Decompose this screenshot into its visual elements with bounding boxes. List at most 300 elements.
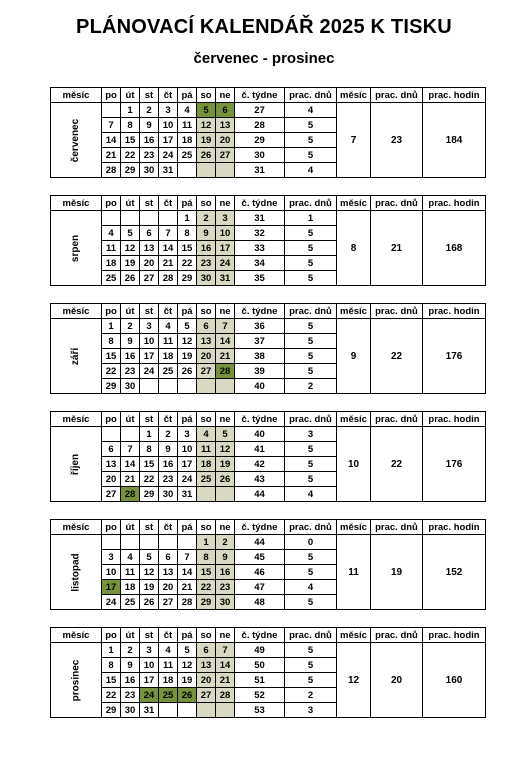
week-work-days-cell: 5 — [285, 118, 337, 133]
header-day-so: so — [197, 412, 216, 427]
week-number-cell: 44 — [235, 487, 285, 502]
header-row — [51, 412, 486, 427]
week-number-cell: 41 — [235, 442, 285, 457]
week-work-days-cell: 1 — [285, 211, 337, 226]
day-cell: 5 — [197, 103, 216, 118]
header-month: měsíc — [51, 304, 102, 319]
month-name-cell — [51, 211, 102, 286]
day-cell — [178, 703, 197, 718]
day-cell: 22 — [197, 580, 216, 595]
day-cell: 23 — [159, 472, 178, 487]
week-number-cell: 37 — [235, 334, 285, 349]
day-cell: 27 — [102, 487, 121, 502]
month-table-4 — [50, 519, 486, 610]
day-cell: 17 — [140, 673, 159, 688]
day-cell: 29 — [121, 163, 140, 178]
month-table-1 — [50, 195, 486, 286]
header-day-ne: ne — [216, 88, 235, 103]
header-day-st: st — [140, 304, 159, 319]
week-work-days-cell: 5 — [285, 271, 337, 286]
day-cell: 7 — [121, 442, 140, 457]
day-cell — [140, 535, 159, 550]
week-work-days-cell: 5 — [285, 565, 337, 580]
day-cell: 21 — [178, 580, 197, 595]
day-cell: 5 — [216, 427, 235, 442]
day-cell — [197, 379, 216, 394]
day-cell: 7 — [216, 319, 235, 334]
day-cell: 28 — [102, 163, 121, 178]
header-month-work-days: prac. dnů — [371, 196, 423, 211]
week-number-cell: 39 — [235, 364, 285, 379]
month-name: září — [70, 347, 82, 365]
day-cell: 17 — [140, 349, 159, 364]
day-cell: 2 — [121, 643, 140, 658]
week-work-days-cell: 4 — [285, 163, 337, 178]
day-cell: 8 — [197, 550, 216, 565]
week-number-cell: 36 — [235, 319, 285, 334]
day-cell: 17 — [216, 241, 235, 256]
week-work-days-cell: 5 — [285, 364, 337, 379]
day-cell — [121, 427, 140, 442]
day-cell: 30 — [121, 379, 140, 394]
header-month-number: měsíc — [337, 88, 371, 103]
day-cell: 1 — [102, 319, 121, 334]
month-work-days-cell: 22 — [371, 319, 423, 394]
day-cell: 26 — [178, 364, 197, 379]
day-cell: 1 — [197, 535, 216, 550]
day-cell: 31 — [216, 271, 235, 286]
day-cell: 21 — [216, 349, 235, 364]
week-number-cell: 45 — [235, 550, 285, 565]
day-cell — [178, 379, 197, 394]
day-cell: 11 — [121, 565, 140, 580]
month-work-days-cell: 19 — [371, 535, 423, 610]
day-cell: 8 — [178, 226, 197, 241]
month-number-cell: 7 — [337, 103, 371, 178]
header-day-ne: ne — [216, 628, 235, 643]
day-cell: 27 — [159, 595, 178, 610]
week-number-cell: 38 — [235, 349, 285, 364]
day-cell: 16 — [159, 457, 178, 472]
day-cell — [216, 379, 235, 394]
day-cell: 12 — [140, 565, 159, 580]
week-number-cell: 51 — [235, 673, 285, 688]
day-cell: 2 — [197, 211, 216, 226]
week-work-days-cell: 2 — [285, 688, 337, 703]
day-cell: 19 — [140, 580, 159, 595]
day-cell: 2 — [216, 535, 235, 550]
month-name: srpen — [70, 234, 82, 262]
page-title: PLÁNOVACÍ KALENDÁŘ 2025 K TISKU — [76, 16, 452, 38]
week-row — [51, 319, 486, 334]
week-work-days-cell: 5 — [285, 241, 337, 256]
month-work-hours-cell: 160 — [423, 643, 486, 718]
week-number-cell: 31 — [235, 211, 285, 226]
day-cell: 10 — [178, 442, 197, 457]
header-day-po: po — [102, 412, 121, 427]
header-month-number: měsíc — [337, 412, 371, 427]
day-cell — [102, 427, 121, 442]
day-cell: 3 — [159, 103, 178, 118]
day-cell: 20 — [197, 349, 216, 364]
day-cell: 14 — [121, 457, 140, 472]
day-cell: 25 — [197, 472, 216, 487]
day-cell: 8 — [102, 658, 121, 673]
header-work-days: prac. dnů — [285, 412, 337, 427]
day-cell: 23 — [121, 688, 140, 703]
day-cell — [178, 535, 197, 550]
day-cell: 1 — [140, 427, 159, 442]
header-month-work-days: prac. dnů — [371, 88, 423, 103]
day-cell: 6 — [102, 442, 121, 457]
header-month-work-hours: prac. hodin — [423, 88, 486, 103]
week-number-cell: 46 — [235, 565, 285, 580]
day-cell: 31 — [178, 487, 197, 502]
week-work-days-cell: 5 — [285, 472, 337, 487]
day-cell: 18 — [159, 349, 178, 364]
week-number-cell: 52 — [235, 688, 285, 703]
day-cell: 18 — [102, 256, 121, 271]
day-cell: 23 — [121, 364, 140, 379]
header-work-days: prac. dnů — [285, 628, 337, 643]
header-month-work-hours: prac. hodin — [423, 412, 486, 427]
week-work-days-cell: 5 — [285, 643, 337, 658]
day-cell: 20 — [140, 256, 159, 271]
week-number-cell: 32 — [235, 226, 285, 241]
day-cell: 10 — [140, 334, 159, 349]
day-cell: 11 — [102, 241, 121, 256]
header-day-út: út — [121, 520, 140, 535]
header-month-work-days: prac. dnů — [371, 520, 423, 535]
day-cell — [159, 379, 178, 394]
day-cell: 21 — [216, 673, 235, 688]
month-work-hours-cell: 152 — [423, 535, 486, 610]
day-cell: 9 — [159, 442, 178, 457]
day-cell: 11 — [197, 442, 216, 457]
day-cell: 18 — [197, 457, 216, 472]
week-number-cell: 47 — [235, 580, 285, 595]
month-name-cell — [51, 643, 102, 718]
header-week-number: č. týdne — [235, 196, 285, 211]
day-cell: 18 — [121, 580, 140, 595]
header-day-po: po — [102, 520, 121, 535]
day-cell: 19 — [197, 133, 216, 148]
day-cell — [178, 163, 197, 178]
day-cell: 15 — [197, 565, 216, 580]
day-cell — [159, 535, 178, 550]
day-cell: 7 — [159, 226, 178, 241]
day-cell — [159, 211, 178, 226]
day-cell: 13 — [140, 241, 159, 256]
header-row — [51, 628, 486, 643]
day-cell: 7 — [102, 118, 121, 133]
month-table-2 — [50, 303, 486, 394]
day-cell: 14 — [216, 334, 235, 349]
day-cell: 28 — [178, 595, 197, 610]
week-number-cell: 43 — [235, 472, 285, 487]
day-cell: 8 — [140, 442, 159, 457]
month-name: červenec — [70, 118, 82, 162]
header-day-čt: čt — [159, 628, 178, 643]
day-cell: 9 — [121, 658, 140, 673]
header-work-days: prac. dnů — [285, 520, 337, 535]
day-cell: 10 — [102, 565, 121, 580]
day-cell: 26 — [178, 688, 197, 703]
week-work-days-cell: 4 — [285, 103, 337, 118]
day-cell: 27 — [197, 364, 216, 379]
day-cell: 28 — [159, 271, 178, 286]
day-cell: 11 — [178, 118, 197, 133]
header-week-number: č. týdne — [235, 304, 285, 319]
header-work-days: prac. dnů — [285, 88, 337, 103]
header-day-út: út — [121, 412, 140, 427]
day-cell: 18 — [159, 673, 178, 688]
month-number-cell: 11 — [337, 535, 371, 610]
week-work-days-cell: 5 — [285, 349, 337, 364]
header-day-pá: pá — [178, 520, 197, 535]
day-cell: 13 — [197, 334, 216, 349]
month-work-hours-cell: 168 — [423, 211, 486, 286]
header-day-st: st — [140, 628, 159, 643]
week-work-days-cell: 2 — [285, 379, 337, 394]
header-row — [51, 88, 486, 103]
header-week-number: č. týdne — [235, 88, 285, 103]
day-cell: 17 — [159, 133, 178, 148]
day-cell: 29 — [178, 271, 197, 286]
day-cell: 6 — [197, 319, 216, 334]
day-cell — [102, 211, 121, 226]
month-number-cell: 12 — [337, 643, 371, 718]
header-day-st: st — [140, 196, 159, 211]
day-cell: 25 — [102, 271, 121, 286]
header-row — [51, 520, 486, 535]
header-day-po: po — [102, 88, 121, 103]
month-name-cell — [51, 103, 102, 178]
day-cell: 31 — [159, 163, 178, 178]
day-cell: 13 — [102, 457, 121, 472]
day-cell: 25 — [121, 595, 140, 610]
month-name-cell — [51, 535, 102, 610]
header-month-work-hours: prac. hodin — [423, 196, 486, 211]
day-cell: 16 — [216, 565, 235, 580]
day-cell: 9 — [216, 550, 235, 565]
day-cell: 29 — [102, 703, 121, 718]
header-day-so: so — [197, 628, 216, 643]
week-work-days-cell: 4 — [285, 487, 337, 502]
day-cell: 30 — [121, 703, 140, 718]
week-number-cell: 48 — [235, 595, 285, 610]
day-cell: 4 — [159, 319, 178, 334]
week-work-days-cell: 5 — [285, 133, 337, 148]
day-cell: 6 — [159, 550, 178, 565]
day-cell — [197, 163, 216, 178]
day-cell: 11 — [159, 658, 178, 673]
month-work-hours-cell: 176 — [423, 427, 486, 502]
header-month-number: měsíc — [337, 628, 371, 643]
day-cell: 21 — [159, 256, 178, 271]
week-work-days-cell: 5 — [285, 442, 337, 457]
day-cell: 4 — [159, 643, 178, 658]
header-day-pá: pá — [178, 304, 197, 319]
header-day-pá: pá — [178, 88, 197, 103]
header-week-number: č. týdne — [235, 520, 285, 535]
header-day-po: po — [102, 628, 121, 643]
day-cell: 23 — [197, 256, 216, 271]
week-number-cell: 31 — [235, 163, 285, 178]
header-day-so: so — [197, 520, 216, 535]
header-month-work-days: prac. dnů — [371, 304, 423, 319]
week-work-days-cell: 5 — [285, 550, 337, 565]
day-cell: 1 — [121, 103, 140, 118]
header-day-po: po — [102, 304, 121, 319]
day-cell: 2 — [140, 103, 159, 118]
header-day-st: st — [140, 88, 159, 103]
week-work-days-cell: 5 — [285, 256, 337, 271]
month-number-cell: 8 — [337, 211, 371, 286]
week-number-cell: 50 — [235, 658, 285, 673]
week-number-cell: 53 — [235, 703, 285, 718]
day-cell: 27 — [197, 688, 216, 703]
day-cell: 20 — [216, 133, 235, 148]
day-cell: 19 — [216, 457, 235, 472]
day-cell: 30 — [216, 595, 235, 610]
week-work-days-cell: 5 — [285, 148, 337, 163]
header-day-út: út — [121, 628, 140, 643]
day-cell: 7 — [216, 643, 235, 658]
day-cell: 10 — [140, 658, 159, 673]
day-cell: 16 — [121, 673, 140, 688]
day-cell — [216, 703, 235, 718]
day-cell: 8 — [102, 334, 121, 349]
week-work-days-cell: 3 — [285, 427, 337, 442]
week-work-days-cell: 4 — [285, 580, 337, 595]
header-day-ne: ne — [216, 412, 235, 427]
header-month-work-hours: prac. hodin — [423, 628, 486, 643]
header-day-st: st — [140, 520, 159, 535]
week-row — [51, 535, 486, 550]
month-name-cell — [51, 319, 102, 394]
header-day-pá: pá — [178, 628, 197, 643]
header-row — [51, 196, 486, 211]
day-cell: 3 — [216, 211, 235, 226]
week-number-cell: 49 — [235, 643, 285, 658]
header-day-út: út — [121, 88, 140, 103]
week-number-cell: 33 — [235, 241, 285, 256]
day-cell: 19 — [178, 673, 197, 688]
day-cell: 13 — [197, 658, 216, 673]
day-cell: 25 — [159, 688, 178, 703]
day-cell: 5 — [178, 319, 197, 334]
day-cell: 23 — [140, 148, 159, 163]
header-month-work-hours: prac. hodin — [423, 520, 486, 535]
week-work-days-cell: 5 — [285, 319, 337, 334]
header-week-number: č. týdne — [235, 412, 285, 427]
header-day-čt: čt — [159, 88, 178, 103]
week-number-cell: 40 — [235, 427, 285, 442]
day-cell: 4 — [121, 550, 140, 565]
day-cell: 3 — [140, 643, 159, 658]
day-cell — [216, 487, 235, 502]
day-cell: 24 — [216, 256, 235, 271]
month-table-3 — [50, 411, 486, 502]
week-number-cell: 27 — [235, 103, 285, 118]
week-number-cell: 29 — [235, 133, 285, 148]
day-cell: 28 — [216, 688, 235, 703]
day-cell: 16 — [121, 349, 140, 364]
day-cell: 21 — [102, 148, 121, 163]
header-month: měsíc — [51, 520, 102, 535]
header-day-pá: pá — [178, 412, 197, 427]
header-month-number: měsíc — [337, 520, 371, 535]
day-cell: 14 — [216, 658, 235, 673]
day-cell: 26 — [216, 472, 235, 487]
header-month-work-days: prac. dnů — [371, 412, 423, 427]
day-cell: 7 — [178, 550, 197, 565]
month-name: říjen — [70, 453, 82, 475]
day-cell — [121, 211, 140, 226]
header-work-days: prac. dnů — [285, 304, 337, 319]
month-name: prosinec — [70, 659, 82, 701]
day-cell: 24 — [140, 364, 159, 379]
header-day-út: út — [121, 196, 140, 211]
day-cell: 15 — [121, 133, 140, 148]
day-cell: 15 — [102, 673, 121, 688]
day-cell: 14 — [102, 133, 121, 148]
day-cell: 6 — [216, 103, 235, 118]
header-day-so: so — [197, 304, 216, 319]
month-work-hours-cell: 184 — [423, 103, 486, 178]
day-cell: 18 — [178, 133, 197, 148]
day-cell: 15 — [178, 241, 197, 256]
day-cell: 22 — [121, 148, 140, 163]
month-work-days-cell: 22 — [371, 427, 423, 502]
day-cell: 30 — [140, 163, 159, 178]
day-cell — [140, 379, 159, 394]
day-cell: 22 — [178, 256, 197, 271]
day-cell: 13 — [159, 565, 178, 580]
day-cell: 29 — [102, 379, 121, 394]
day-cell: 12 — [216, 442, 235, 457]
week-work-days-cell: 5 — [285, 457, 337, 472]
day-cell: 31 — [140, 703, 159, 718]
month-work-hours-cell: 176 — [423, 319, 486, 394]
week-number-cell: 42 — [235, 457, 285, 472]
header-day-st: st — [140, 412, 159, 427]
day-cell — [197, 487, 216, 502]
header-month: měsíc — [51, 88, 102, 103]
day-cell: 11 — [159, 334, 178, 349]
day-cell: 9 — [140, 118, 159, 133]
day-cell: 1 — [178, 211, 197, 226]
day-cell: 29 — [140, 487, 159, 502]
day-cell: 29 — [197, 595, 216, 610]
header-day-pá: pá — [178, 196, 197, 211]
day-cell: 21 — [121, 472, 140, 487]
day-cell: 10 — [216, 226, 235, 241]
day-cell: 26 — [140, 595, 159, 610]
day-cell: 27 — [140, 271, 159, 286]
day-cell — [159, 703, 178, 718]
day-cell: 20 — [102, 472, 121, 487]
day-cell: 2 — [159, 427, 178, 442]
header-month: měsíc — [51, 628, 102, 643]
day-cell: 9 — [197, 226, 216, 241]
header-day-ne: ne — [216, 520, 235, 535]
day-cell: 3 — [102, 550, 121, 565]
day-cell: 17 — [178, 457, 197, 472]
month-work-days-cell: 20 — [371, 643, 423, 718]
day-cell: 30 — [159, 487, 178, 502]
